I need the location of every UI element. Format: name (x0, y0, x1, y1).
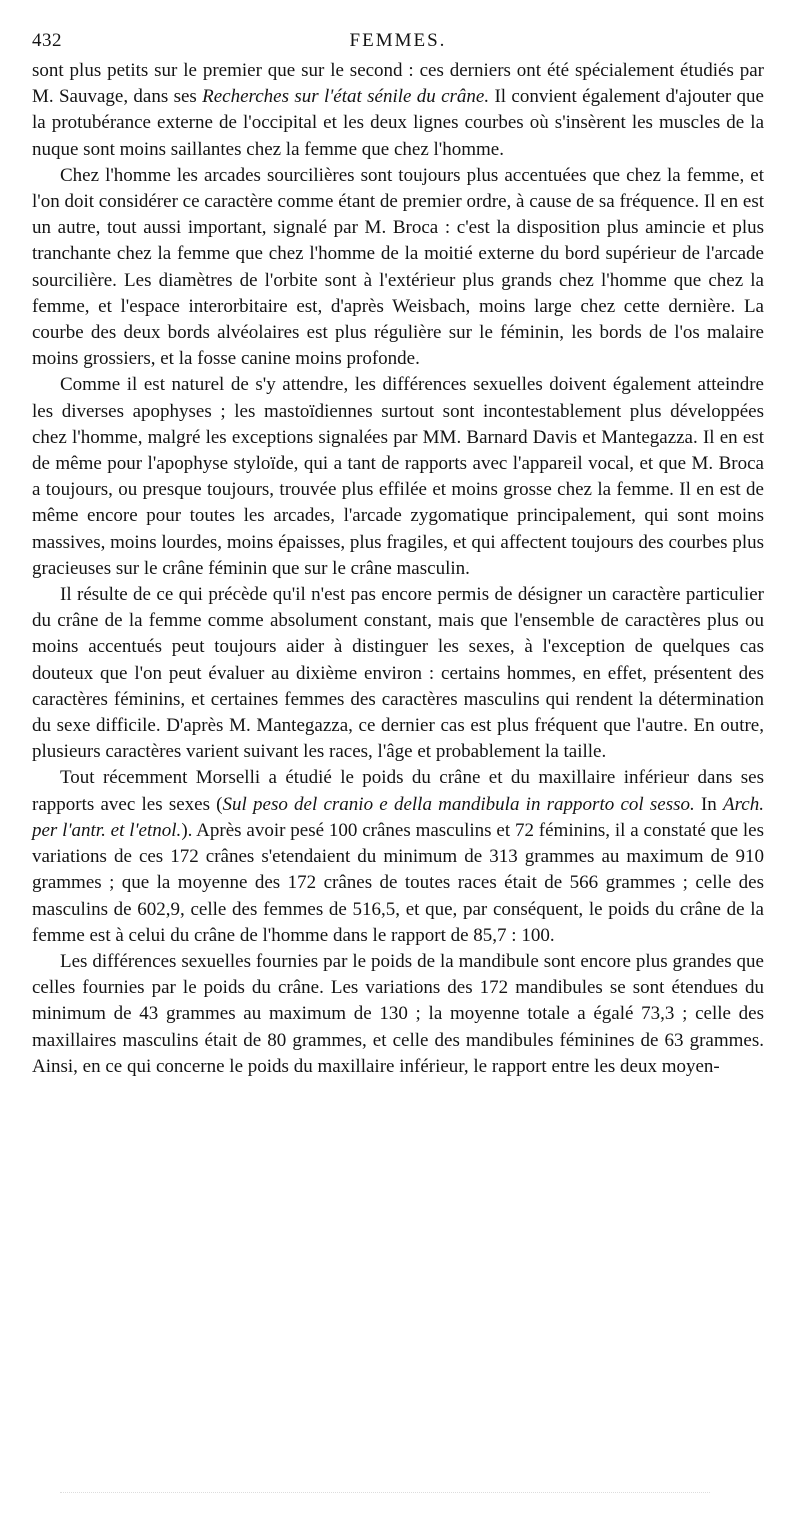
paragraph-4 (32, 582, 764, 765)
paragraph-3 (32, 372, 764, 582)
book-page (32, 30, 764, 1080)
text-run: In (694, 793, 723, 815)
page-number: 432 (32, 30, 62, 51)
paragraph-2 (32, 163, 764, 373)
italic-citation: Recherches sur l'état sénile du crâne. (202, 86, 490, 108)
page-header (32, 30, 764, 58)
running-title: FEMMES. (349, 30, 447, 51)
text-run: Comme il est naturel de s'y attendre, les différences sexuelles doivent également atteindre les diverses apophyses ; les mastoïdiennes surtout sont incontestablement plus développées chez l'homme, malgré les exceptions signalées par MM. Barnard Davis et Mantegazza. Il en est de même pour l'apophyse styloïde, qui a tant de rapports avec l'appareil vocal, et que M. Broca a toujours, ou presque toujours, trouvée plus effilée et moins grosse chez la femme. Il en est de même encore pour toutes les arcades, l'arcade zygomatique principalement, qui sont moins massives, moins lourdes, moins épaisses, plus fragiles, et qui affectent toujours des courbes plus gracieuses sur le crâne féminin que sur le crâne masculin. (32, 374, 764, 579)
text-run: Chez l'homme les arcades sourcilières sont toujours plus accentuées que chez la femme, et l'on doit considérer ce caractère comme étant de premier ordre, à cause de sa fréquence. Il en est un autre, tout aussi important, signalé par M. Broca : c'est la disposition plus amincie et plus tranchante chez la femme que chez l'homme de la moitié externe du bord supérieur de l'arcade sourcilière. Les diamètres de l'orbite sont à l'extérieur plus grands chez l'homme que chez la femme, et l'espace interorbitaire est, d'après Weisbach, moins large chez cette dernière. La courbe des deux bords alvéolaires est plus régulière sur le féminin, les bords de l'os malaire moins grossiers, et la fosse canine moins profonde. (32, 164, 764, 370)
text-run: Tout récemment Morselli a étudié le poids du crâne et du maxillaire inférieur dans ses rapports avec les sexes ( (32, 767, 764, 815)
body-text (32, 58, 764, 1080)
page-bottom-smudge (60, 1492, 710, 1497)
paragraph-5 (32, 765, 764, 948)
italic-citation: Arch. per l'antr. et l'etnol. (32, 793, 764, 841)
text-run: Il résulte de ce qui précède qu'il n'est pas encore permis de désigner un caractère particulier du crâne de la femme comme absolument constant, mais que l'ensemble de caractères plus ou moins accentués peut toujours aider à distinguer les sexes, à l'exception de quelques cas douteux que l'on peut évaluer au dixième environ : certains hommes, en effet, présentent des caractères féminins, et certaines femmes des caractères masculins qui rendent la détermination du sexe difficile. D'après M. Mantegazza, ce dernier cas est plus fréquent que l'autre. En outre, plusieurs caractères varient suivant les races, l'âge et probablement la taille. (32, 584, 764, 763)
paragraph-6 (32, 949, 764, 1080)
text-run: ). Après avoir pesé 100 crânes masculins et 72 féminins, il a constaté que les variations de ces 172 crânes s'etendaient du minimum de 313 grammes au maximum de 910 grammes ; que la moyenne des 172 crânes de toutes races était de 566 grammes ; celle des masculins de 602,9, celle des femmes de 516,5, et que, par conséquent, le poids du crâne de la femme est à celui du crâne de l'homme dans le rapport de 85,7 : 100. (32, 819, 765, 946)
italic-citation: Sul peso del cranio e della mandibula in rapporto col sesso. (222, 793, 695, 815)
text-run: Les différences sexuelles fournies par le poids de la mandibule sont encore plus grandes que celles fournies par le poids du crâne. Les variations des 172 mandibules se sont étendues du minimum de 43 grammes au maximum de 130 ; la moyenne totale a égalé 73,3 ; celle des maxillaires masculins était de 80 grammes, et celle des mandibules féminines de 63 grammes. Ainsi, en ce qui concerne le poids du maxillaire inférieur, le rapport entre les deux moyen- (32, 950, 764, 1077)
text-run: sont plus petits sur le premier que sur le second : ces derniers ont été spécialement étudiés par M. Sauvage, dans ses (32, 60, 764, 108)
paragraph-1 (32, 58, 764, 163)
text-run: Il convient également d'ajouter que la protubérance externe de l'occipital et les deux lignes courbes où s'insèrent les muscles de la nuque sont moins saillantes chez la femme que chez l'homme. (32, 86, 764, 160)
